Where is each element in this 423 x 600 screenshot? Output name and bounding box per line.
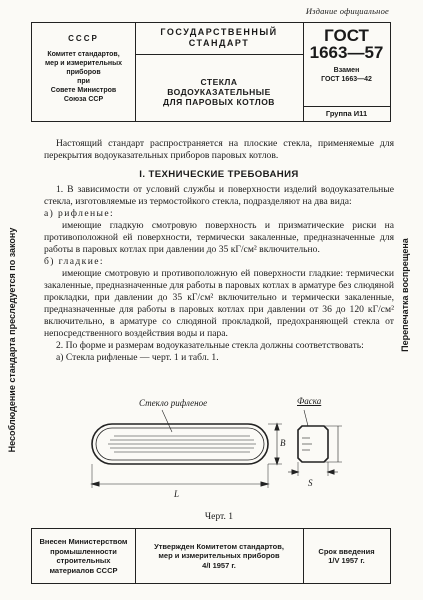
- intro-paragraph: Настоящий стандарт распространяется на плоские стекла, применяемые для перекрытия водоуказательных приборов паровых котлов.: [44, 138, 394, 161]
- gost-number: [303, 27, 390, 61]
- approved-line: Утвержден Комитетом стандартов,: [154, 541, 284, 551]
- side-reprint-notice: Перепечатка воспрещена: [400, 238, 410, 352]
- side-legal-notice: Несоблюдение стандарта преследуется по закону: [7, 227, 17, 453]
- committee-line: при: [77, 78, 90, 85]
- title-line: СТЕКЛА: [200, 77, 238, 87]
- state-standard-line: СТАНДАРТ: [188, 38, 250, 48]
- ussr-label: СССР: [68, 34, 99, 43]
- effective-date-cell: [303, 529, 390, 583]
- dimension-B-label: B: [280, 438, 286, 448]
- committee-line: мер и измерительных: [45, 60, 122, 67]
- committee-line: Союза ССР: [63, 96, 104, 103]
- state-standard-label: [135, 27, 303, 55]
- item-a-text: имеющие гладкую смотровую поверхность и призматические риски на противоположной ей поверхности, термически закаленные, предназначенные для работы в паровых котлах при давлении до 35 кГ/см² включительно.: [44, 220, 394, 255]
- glass-drawing-svg: [44, 396, 394, 508]
- item-a-label: а) рифленые:: [44, 208, 115, 219]
- effective-line: Срок введения: [318, 546, 375, 556]
- item-b-label: б) гладкие:: [44, 256, 104, 267]
- replaces-line: Взамен: [333, 67, 360, 74]
- committee-line: Совете Министров: [50, 87, 117, 94]
- approved-by-cell: [135, 529, 304, 583]
- introduced-line: промышленности: [50, 546, 117, 556]
- document-body: [44, 138, 394, 364]
- effective-line: 1/V 1957 г.: [328, 556, 365, 565]
- drawing-1: [44, 396, 394, 524]
- glass-plan-view: [92, 410, 282, 488]
- introduced-line: материалов СССР: [49, 565, 118, 575]
- dimension-L-label: L: [174, 489, 180, 499]
- section-title: I. ТЕХНИЧЕСКИЕ ТРЕБОВАНИЯ: [139, 169, 299, 180]
- title-column: [135, 23, 304, 121]
- approved-line: 4/I 1957 г.: [202, 560, 236, 570]
- label-chamfer: Фаска: [297, 396, 322, 406]
- title-line: ДЛЯ ПАРОВЫХ КОТЛОВ: [163, 97, 275, 107]
- introduced-line: Внесен Министерством: [39, 537, 128, 546]
- title-line: ВОДОУКАЗАТЕЛЬНЫЕ: [167, 87, 271, 97]
- gost-line: ГОСТ: [324, 26, 369, 45]
- paragraph-2a: а) Стекла рифленые — черт. 1 и табл. 1.: [56, 352, 219, 363]
- group-code: Группа И11: [303, 106, 390, 121]
- issuer-column: [32, 23, 136, 121]
- introduced-line: строительных: [56, 556, 111, 565]
- committee-line: приборов: [66, 69, 101, 76]
- paragraph-2: 2. По форме и размерам водоуказательные стекла должны соответствовать:: [56, 340, 364, 351]
- replaces-line: ГОСТ 1663—42: [321, 76, 372, 83]
- dimension-S-label: S: [308, 478, 313, 488]
- footer-table: [31, 528, 391, 584]
- document-title: [135, 77, 303, 107]
- label-ribbed-glass: Стекло рифленое: [139, 398, 208, 408]
- edition-label: Издание официальное: [305, 6, 389, 16]
- header-table: [31, 22, 391, 122]
- gost-column: [303, 23, 390, 121]
- paragraph-1: 1. В зависимости от условий службы и поверхности изделий водоуказательные стекла, изготовляемые из термостойкого стекла, подразделяют на два вида:: [44, 184, 394, 207]
- glass-cross-section: [288, 410, 342, 476]
- figure-caption: Черт. 1: [204, 511, 234, 522]
- item-b-text: имеющие смотровую и противоположную ей поверхности гладкие: термически закаленные, предназначенные для работы в паровых котлах в арматуре без слюдяной прокладки, при давлении до 35 кГ/см² включительно и термически закаленные, предназначенные для работы в паровых котлах при давлении от 36 до 120 кГ/см² включительно, в арматуре со слюдяной прокладкой, предохраняющей стекла от непосредственного воздействия воды и пара.: [44, 268, 394, 339]
- replaces-note: [303, 66, 390, 84]
- introduced-by-cell: [32, 529, 136, 583]
- gost-line: 1663—57: [309, 43, 384, 62]
- state-standard-line: ГОСУДАРСТВЕННЫЙ: [160, 27, 278, 37]
- committee-name: [32, 50, 135, 104]
- committee-line: Комитет стандартов,: [47, 51, 120, 58]
- approved-line: мер и измерительных приборов: [158, 551, 280, 561]
